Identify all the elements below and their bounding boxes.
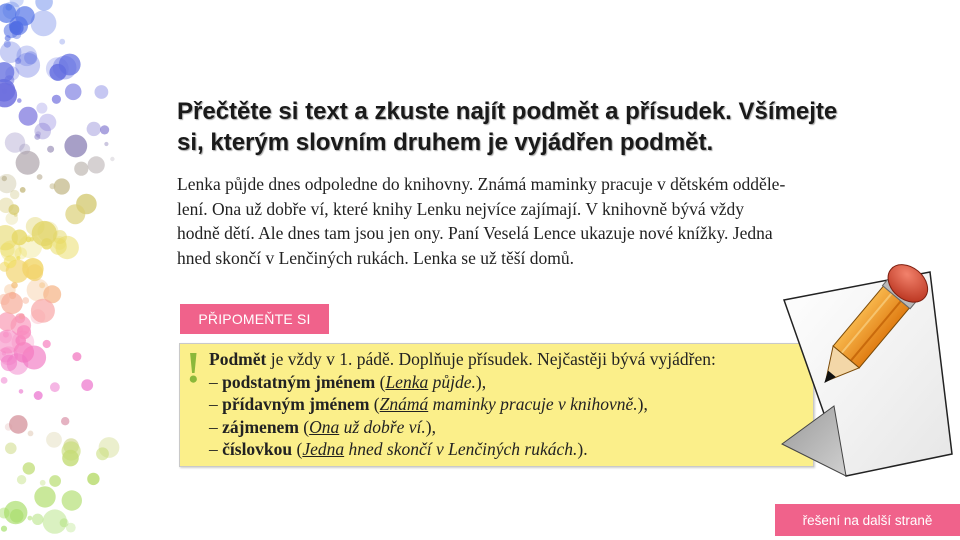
rule-item-term: podstatným jménem: [222, 371, 376, 392]
bubble: [50, 382, 60, 392]
bubble: [28, 431, 34, 437]
bubble: [65, 204, 85, 224]
bubble: [22, 297, 29, 304]
remind-label: PŘIPOMEŇTE SI: [180, 304, 329, 334]
rule-item-close: ),: [425, 416, 436, 437]
rule-text: [209, 348, 807, 461]
rule-item: [209, 438, 807, 461]
bubble: [34, 391, 43, 400]
bubble: [20, 187, 26, 193]
rule-item-example-word: Lenka: [385, 371, 429, 392]
bubble: [52, 95, 61, 104]
bubble: [17, 475, 26, 484]
bubble: [4, 75, 14, 85]
rule-item-open: (: [298, 416, 310, 437]
page-title: [177, 96, 937, 158]
bubble: [62, 490, 82, 510]
bubble: [37, 174, 43, 180]
rule-item-example-word: Známá: [379, 394, 429, 414]
rule-item-dash: –: [209, 371, 223, 392]
exclamation-icon: !: [186, 343, 201, 392]
rule-item-term: číslovkou: [222, 439, 293, 459]
bubble: [19, 107, 38, 126]
rule-item-example-rest: půjde.: [428, 371, 476, 392]
bubble: [87, 473, 99, 485]
rule-item-dash: –: [209, 416, 223, 437]
rule-item-dash: –: [209, 394, 223, 414]
rule-item-close: ),: [475, 371, 487, 392]
bubble: [19, 389, 24, 394]
rule-item: [209, 393, 807, 416]
bubble: [5, 35, 11, 41]
bubble: [5, 443, 17, 455]
bubble: [36, 131, 41, 136]
bubble: [9, 204, 20, 215]
passage-line-3: hodně dětí. Ale dnes tam jsou jen ony. Paní Veselá Lence ukazuje nové knížky. Jedna: [177, 223, 773, 243]
rule-item-open: (: [375, 371, 386, 392]
rule-item-open: (: [369, 394, 380, 414]
bubble: [62, 441, 81, 460]
rule-item-term: zájmenem: [222, 416, 299, 437]
rule-item-open: (: [292, 439, 303, 459]
bubble: [7, 353, 29, 375]
bubble: [95, 85, 109, 99]
rule-item-close: ),: [637, 394, 648, 414]
bubble: [46, 432, 62, 448]
bubble: [1, 292, 23, 314]
bubble: [104, 142, 108, 146]
rule-box: [179, 343, 814, 467]
rule-item-example-word: Ona: [309, 416, 340, 437]
rule-item: [209, 416, 807, 439]
bubble: [65, 84, 82, 101]
rule-item-dash: –: [209, 439, 223, 459]
bubble: [61, 417, 69, 425]
bubble: [87, 122, 101, 136]
decorative-bubbles: [0, 0, 150, 540]
rule-item-example-rest: už dobře ví.: [339, 416, 426, 437]
rule-item-example-rest: hned skončí v Lenčiných rukách.: [344, 439, 578, 459]
bubble: [34, 486, 55, 507]
bubble: [36, 103, 47, 114]
bubble: [1, 526, 7, 532]
bubble: [64, 135, 87, 158]
title-line-2: si, kterým slovním druhem je vyjádřen podmět.: [177, 129, 714, 156]
bubble: [23, 462, 35, 474]
bubble: [39, 282, 45, 288]
bubble: [110, 157, 114, 161]
rule-item-example-rest: maminky pracuje v knihovně.: [428, 394, 638, 414]
bubble: [30, 237, 34, 241]
bubble: [40, 480, 46, 486]
reading-passage: [177, 172, 853, 270]
rule-intro-term: Podmět: [209, 349, 267, 369]
bubble: [31, 10, 57, 36]
bubble: [6, 4, 13, 11]
rule-item-close: ).: [577, 439, 588, 459]
bubble: [74, 162, 88, 176]
bubble: [15, 247, 27, 259]
bubble: [59, 39, 65, 45]
passage-line-4: hned skončí v Lenčiných rukách. Lenka se už těší domů.: [177, 247, 575, 268]
bubble: [17, 98, 22, 103]
bubble: [38, 221, 59, 242]
bubble: [66, 523, 76, 533]
rule-item: [209, 371, 807, 394]
rule-item-term: přídavným jménem: [222, 394, 370, 414]
bubble: [31, 299, 55, 323]
bubble: [49, 475, 61, 487]
bubble: [39, 114, 56, 131]
bubble: [26, 264, 43, 281]
paper-sheet: [782, 272, 952, 476]
bubble: [47, 146, 54, 153]
title-line-1: Přečtěte si text a zkuste najít podmět a přísudek. Všímejte: [177, 98, 838, 125]
bubble: [43, 340, 51, 348]
rule-intro-rest: je vždy v 1. pádě. Doplňuje přísudek. Nejčastěji bývá vyjádřen:: [266, 349, 716, 369]
bubble: [88, 156, 105, 173]
bubble: [16, 151, 40, 175]
bubble: [32, 514, 43, 525]
bubble: [96, 447, 109, 460]
rule-item-example-word: Jedna: [302, 439, 345, 459]
bubble: [28, 516, 33, 521]
rule-intro: [209, 348, 807, 371]
bubble: [81, 379, 93, 391]
pencil-and-paper-icon: [778, 258, 960, 480]
bubble: [9, 415, 28, 434]
passage-line-2: lení. Ona už dobře ví, které knihy Lenku nejvíce zajímají. V knihovně bývá vždy: [177, 198, 744, 219]
bubble: [72, 352, 81, 361]
bubble: [35, 0, 53, 11]
bubble: [100, 125, 109, 134]
bubble: [54, 178, 70, 194]
passage-line-1: Lenka půjde dnes odpoledne do knihovny. Známá maminky pracuje v dětském odděle-: [177, 174, 786, 194]
bubble: [1, 377, 8, 384]
bubble: [59, 54, 81, 76]
bubble: [0, 41, 21, 63]
bubble: [19, 313, 25, 319]
solution-next-page-label: řešení na další straně: [775, 504, 960, 536]
